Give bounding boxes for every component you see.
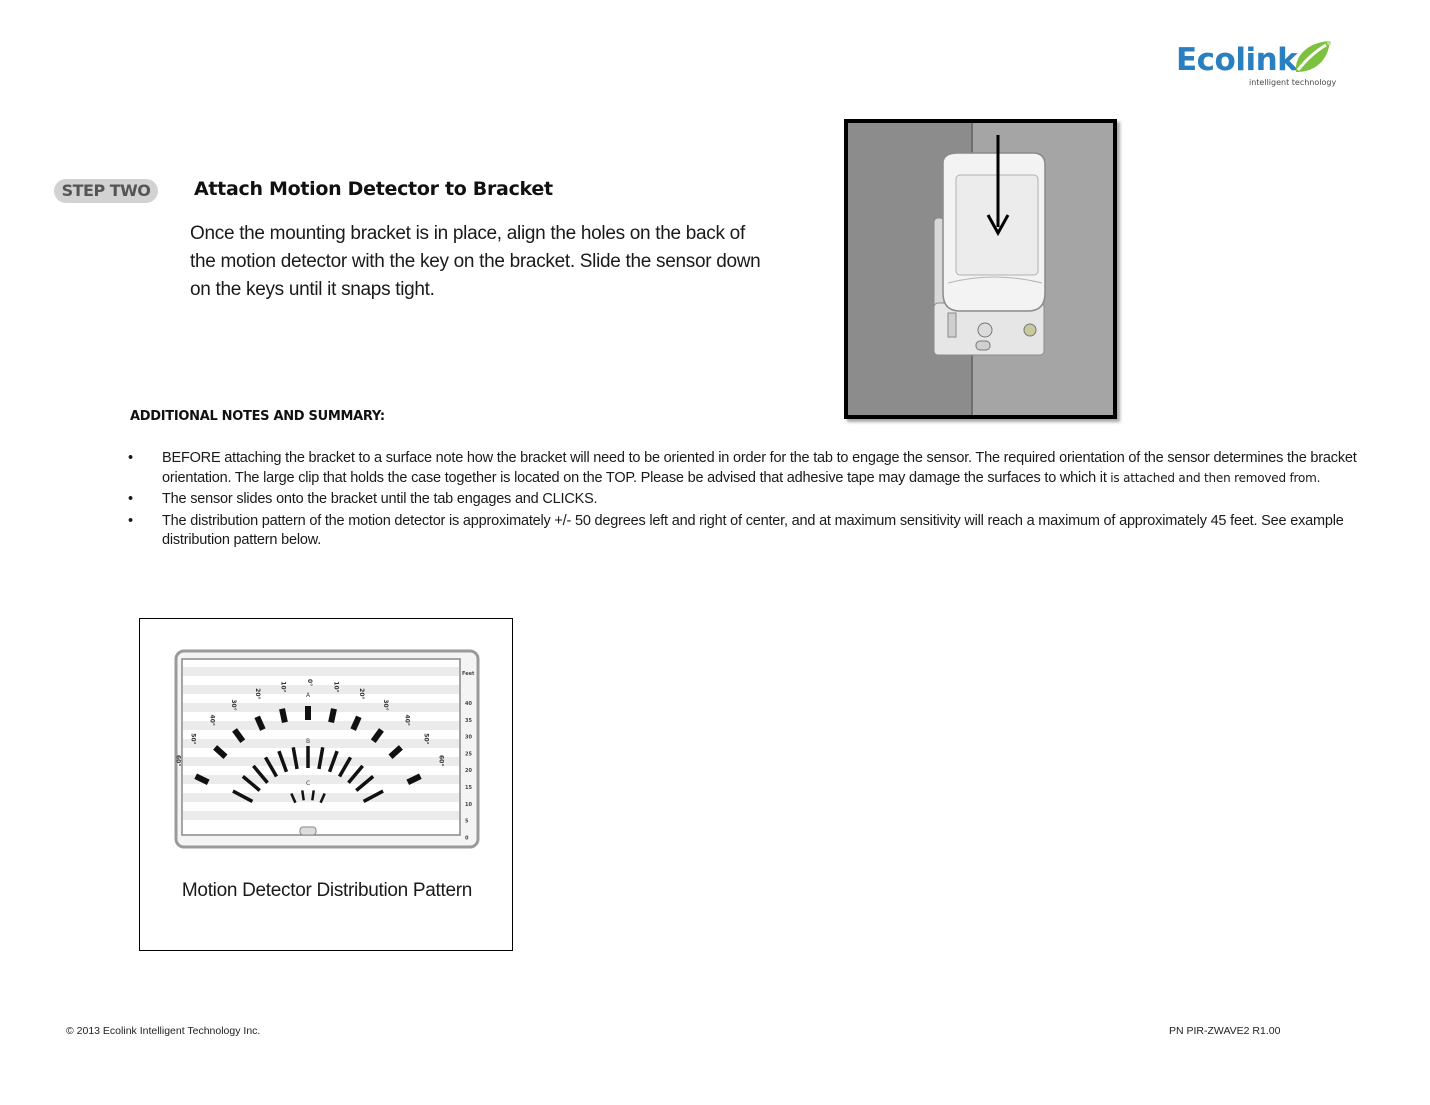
angle-label: 30° xyxy=(382,699,389,711)
angle-label: 50° xyxy=(422,733,430,745)
feet-tick-label: 35 xyxy=(465,717,472,724)
grid-band xyxy=(183,667,459,676)
distribution-pattern-diagram xyxy=(174,649,482,851)
angle-label: 60° xyxy=(174,755,182,767)
notes-heading: ADDITIONAL NOTES AND SUMMARY: xyxy=(130,409,385,424)
feet-axis-label: Feet xyxy=(462,671,475,677)
footer-part-number: PN PIR-ZWAVE2 R1.00 xyxy=(1169,1025,1281,1037)
step-instructions: Once the mounting bracket is in place, align the holes on the back of the motion detector with the key on the bracket. Slide the sensor down on the keys until it snaps tight. xyxy=(190,223,761,300)
step-badge: STEP TWO xyxy=(54,179,158,203)
grid-band xyxy=(183,685,459,694)
angle-label: 10° xyxy=(332,681,340,693)
footer-copyright: © 2013 Ecolink Intelligent Technology Inc. xyxy=(66,1025,261,1037)
feet-tick-label: 10 xyxy=(465,801,472,808)
angle-label: 40° xyxy=(403,714,411,726)
leaf-icon xyxy=(1290,38,1334,78)
ecolink-logo xyxy=(1172,38,1342,106)
note-text: The distribution pattern of the motion detector is approximately +/- 50 degrees left and right of center, and at maximum sensitivity will reach a maximum of approximately 45 feet. See example distribution pattern below. xyxy=(162,512,1344,548)
grid-band xyxy=(183,721,459,730)
feet-tick-label: 20 xyxy=(465,768,472,775)
feet-tick-label: 0 xyxy=(465,835,469,842)
feet-tick-label: 15 xyxy=(465,785,472,791)
detection-zone-mark xyxy=(302,790,303,800)
bullet-icon: • xyxy=(128,450,133,466)
logo-tagline: intelligent technology xyxy=(1249,78,1337,87)
bullet-icon: • xyxy=(128,512,133,529)
angle-label: 50° xyxy=(189,733,197,745)
detection-zone-mark xyxy=(331,709,334,723)
angle-label: 40° xyxy=(208,714,216,726)
down-arrow-icon xyxy=(986,135,1010,237)
feet-tick-label: 30 xyxy=(465,734,472,741)
feet-tick-label: 25 xyxy=(465,751,472,758)
grid-band xyxy=(183,811,459,820)
zone-label: A xyxy=(306,692,311,699)
grid-band xyxy=(183,739,459,748)
diagram-caption: Motion Detector Distribution Pattern xyxy=(181,880,473,901)
note-text: BEFORE attaching the bracket to a surface note how the bracket will need to be oriented in order for the tab to engage the sensor. The required orientation of the sensor determines the bracket orientation. The large clip that holds the case together is located on the TOP. Please be advised that adhesive tape may damage the surfaces to which it xyxy=(162,450,1357,486)
zone-label: C xyxy=(306,780,311,787)
angle-label: 60° xyxy=(437,755,445,767)
step-title: Attach Motion Detector to Bracket xyxy=(194,178,553,200)
angle-label: 0° xyxy=(306,679,313,687)
logo-wordmark: Ecolink xyxy=(1176,42,1298,78)
feet-tick-label: 40 xyxy=(465,701,472,707)
sensor-icon xyxy=(300,827,316,835)
detection-zone-mark xyxy=(312,790,313,800)
detection-zone-mark xyxy=(282,709,285,723)
notes-list xyxy=(128,449,1368,553)
angle-label: 10° xyxy=(279,681,287,693)
note-text: The sensor slides onto the bracket until the tab engages and CLICKS. xyxy=(162,491,598,507)
sensor-mounting-photo xyxy=(844,119,1117,419)
angle-label: 20° xyxy=(357,688,365,700)
bullet-icon: • xyxy=(128,491,133,507)
zone-label: B xyxy=(306,738,311,745)
angle-label: 20° xyxy=(254,688,262,700)
note-item xyxy=(128,449,1368,488)
grid-band xyxy=(183,703,459,712)
feet-tick-label: 5 xyxy=(465,818,469,825)
note-text-tail: is attached and then removed from. xyxy=(1106,470,1321,485)
motion-sensor-illustration xyxy=(848,123,1113,415)
note-item xyxy=(128,512,1368,551)
note-item xyxy=(128,490,1368,510)
angle-label: 30° xyxy=(230,699,237,711)
